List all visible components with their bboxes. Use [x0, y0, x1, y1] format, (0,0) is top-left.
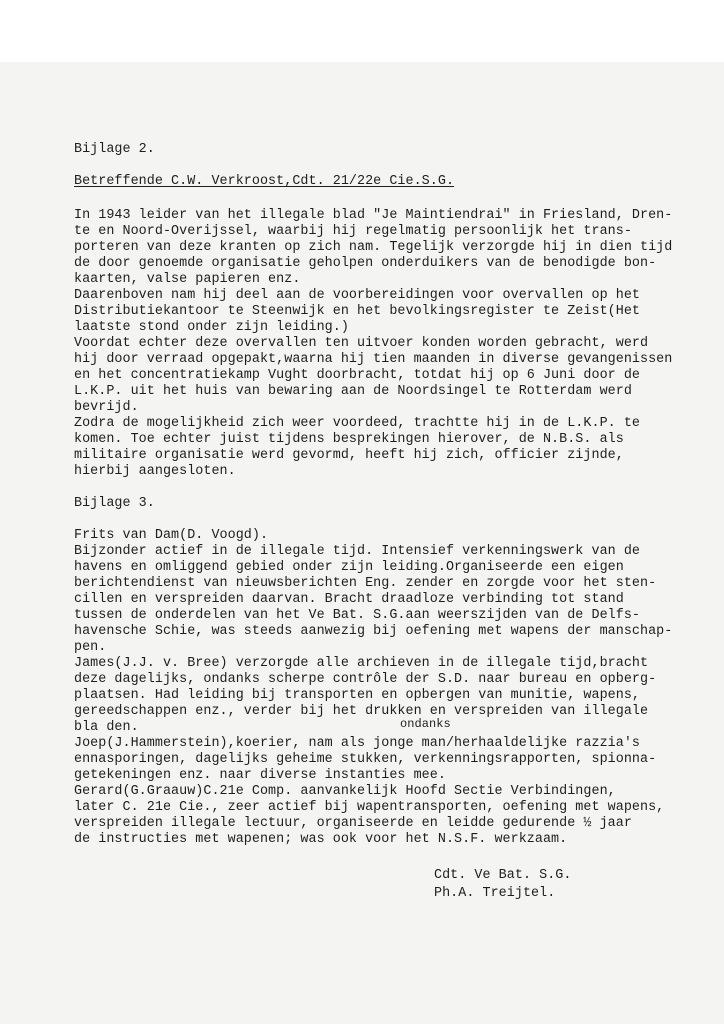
- text-line: getekeningen enz. naar diverse instanties mee.: [74, 768, 446, 783]
- text-line: Bijzonder actief in de illegale tijd. Intensief verkenningswerk van de: [74, 544, 640, 559]
- text-line: porteren van deze kranten op zich nam. Tegelijk verzorgde hij in dien tijd: [74, 240, 673, 255]
- text-line: cillen en verspreiden daarvan. Bracht draadloze verbinding tot stand: [74, 592, 624, 607]
- text-line: James(J.J. v. Bree) verzorgde alle archieven in de illegale tijd,bracht: [74, 656, 649, 671]
- text-line: verspreiden illegale lectuur, organiseerde en leidde gedurende ½ jaar: [74, 816, 632, 831]
- text-line: In 1943 leider van het illegale blad "Je Maintiendrai" in Friesland, Dren-: [74, 208, 673, 223]
- text-line: L.K.P. uit het huis van bewaring aan de Noordsingel te Rotterdam werd: [74, 384, 632, 399]
- text-line: de instructies met wapenen; was ook voor het N.S.F. werkzaam.: [74, 832, 568, 847]
- text-line: Distributiekantoor te Steenwijk en het bevolkingsregister te Zeist(Het: [74, 304, 640, 319]
- text-line: laatste stond onder zijn leiding.): [74, 320, 349, 335]
- signature-name: Ph.A. Treijtel.: [434, 886, 556, 901]
- scan-top-margin: [0, 0, 724, 62]
- typewritten-page: [0, 62, 724, 1024]
- text-line: militaire organisatie werd gevormd, heeft hij zich, officier zijnde,: [74, 448, 624, 463]
- text-line: Zodra de mogelijkheid zich weer voordeed, trachtte hij in de L.K.P. te: [74, 416, 640, 431]
- text-line: Daarenboven nam hij deel aan de voorbereidingen voor overvallen op het: [74, 288, 640, 303]
- text-line: Gerard(G.Graauw)C.21e Comp. aanvankelijk Hoofd Sectie Verbindingen,: [74, 784, 616, 799]
- text-line: Frits van Dam(D. Voogd).: [74, 528, 269, 543]
- text-line: bla den.: [74, 720, 139, 735]
- handwritten-insertion: ondanks: [400, 717, 451, 731]
- text-line: pen.: [74, 640, 107, 655]
- text-line: bevrijd.: [74, 400, 139, 415]
- subject-line: Betreffende C.W. Verkroost,Cdt. 21/22e Cie.S.G.: [74, 174, 455, 189]
- text-line: Voordat echter deze overvallen ten uitvoer konden worden gebracht, werd: [74, 336, 649, 351]
- text-line: de door genoemde organisatie geholpen onderduikers van de benodigde bon-: [74, 256, 657, 271]
- text-line: te en Noord-Overijssel, waarbij hij regelmatig persoonlijk het trans-: [74, 224, 632, 239]
- text-line: gereedschappen enz., verder bij het drukken en verspreiden van illegale: [74, 704, 649, 719]
- text-line: Joep(J.Hammerstein),koerier, nam als jonge man/herhaaldelijke razzia's: [74, 736, 640, 751]
- text-line: en het concentratiekamp Vught doorbracht, totdat hij op 6 Juni door de: [74, 368, 640, 383]
- text-line: kaarten, valse papieren enz.: [74, 272, 301, 287]
- bijlage-3-heading: Bijlage 3.: [74, 496, 155, 511]
- text-line: plaatsen. Had leiding bij transporten en opbergen van munitie, wapens,: [74, 688, 640, 703]
- text-line: later C. 21e Cie., zeer actief bij wapentransporten, oefening met wapens,: [74, 800, 665, 815]
- text-line: ennasporingen, dagelijks geheime stukken, verkenningsrapporten, spionna-: [74, 752, 657, 767]
- text-line: havensche Schie, was steeds aanwezig bij oefening met wapens der manschap-: [74, 624, 673, 639]
- text-line: hij door verraad opgepakt,waarna hij tien maanden in diverse gevangenissen: [74, 352, 673, 367]
- text-line: havens en omliggend gebied onder zijn leiding.Organiseerde een eigen: [74, 560, 624, 575]
- text-line: hierbij aangesloten.: [74, 464, 236, 479]
- text-line: deze dagelijks, ondanks scherpe contrôle der S.D. naar bureau en opberg-: [74, 672, 657, 687]
- text-line: tussen de onderdelen van het Ve Bat. S.G.aan weerszijden van de Delfs-: [74, 608, 640, 623]
- bijlage-2-heading: Bijlage 2.: [74, 142, 155, 157]
- signature-title: Cdt. Ve Bat. S.G.: [434, 868, 572, 883]
- text-line: berichtendienst van nieuwsberichten Eng. zender en zorgde voor het sten-: [74, 576, 657, 591]
- text-line: komen. Toe echter juist tijdens besprekingen hierover, de N.B.S. als: [74, 432, 624, 447]
